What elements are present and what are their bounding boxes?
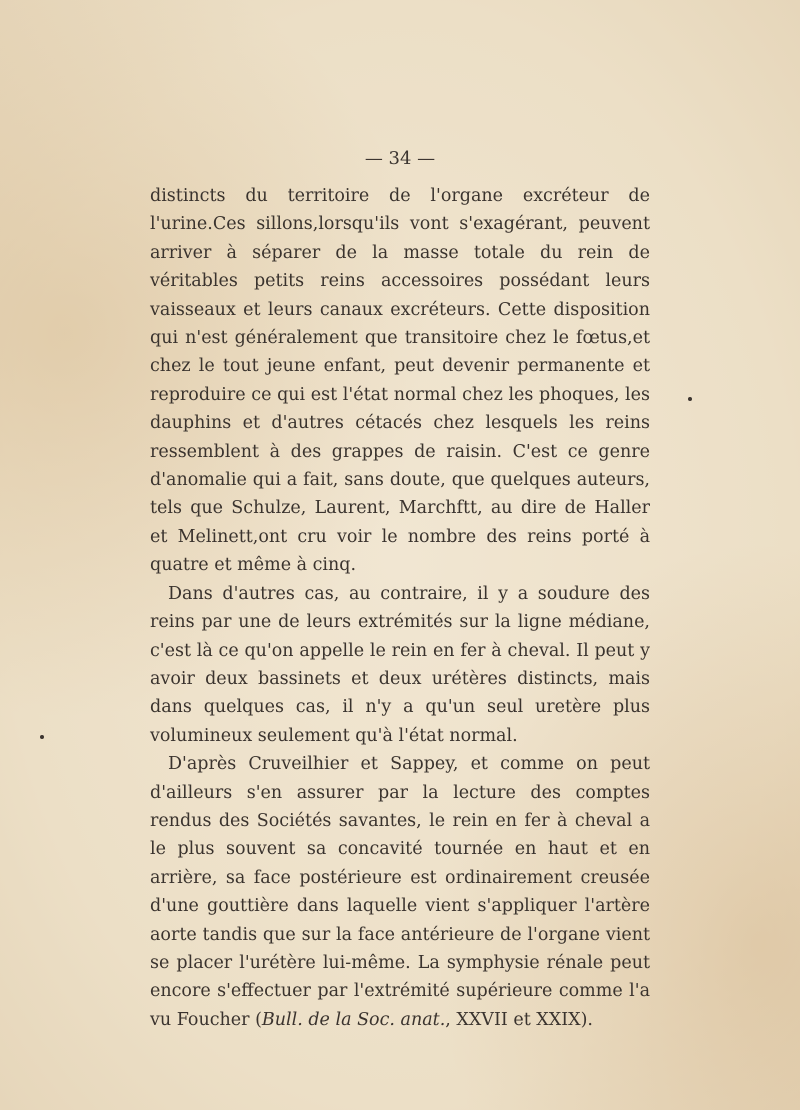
paragraph-3-ending: , XXVII et XXIX). <box>445 1009 593 1030</box>
paragraph-2: Dans d'autres cas, au contraire, il y a soudure des reins par une de leurs extrémités sur la ligne médiane, c'est là ce qu'on appelle le rein en fer à cheval. Il peut y avoir deux bassinets et deux urétères distincts, mais dans quelques cas, il n'y a qu'un seul uretère plus volumineux seulement qu'à l'état normal. <box>150 583 650 746</box>
margin-mark <box>688 397 692 401</box>
paragraph-3-text: D'après Cruveilhier et Sappey, et comme on peut d'ailleurs s'en assurer par la lecture des comptes rendus des Sociétés savantes, le rein en fer à cheval a le plus souvent sa concavité tournée en haut et en arrière, sa face postérieure est ordinairement creusée d'une gouttière dans laquelle vient s'appliquer l'artère aorte tandis que sur la face antérieure de l'organe vient se placer l'urétère lui-même. La symphysie rénale peut encore s'effectuer par l'extrémité supérieure comme l'a vu Foucher ( <box>150 754 650 1030</box>
paragraph-1: distincts du territoire de l'organe excréteur de l'urine.Ces sillons,lorsqu'ils vont s'exagérant, peuvent arriver à séparer de la masse totale du rein de véritables petits reins accessoires possédant leurs vaisseaux et leurs canaux excréteurs. Cette disposition qui n'est généralement que transitoire chez le fœtus,et chez le tout jeune enfant, peut devenir permanente et reproduire ce qui est l'état normal chez les phoques, les dauphins et d'autres cétacés chez lesquels les reins ressemblent à des grappes de raisin. C'est ce genre d'anomalie qui a fait, sans doute, que quelques auteurs, tels que Schulze, Laurent, Marchftt, au dire de Haller et Melinett,ont cru voir le nombre des reins porté à quatre et même à cinq. <box>150 186 650 576</box>
bibliographic-reference: Bull. de la Soc. anat. <box>261 1009 446 1030</box>
body-text <box>150 182 650 1034</box>
margin-mark <box>40 735 44 739</box>
page-number: — 34 — <box>364 148 436 169</box>
paragraph-3 <box>150 750 650 1034</box>
